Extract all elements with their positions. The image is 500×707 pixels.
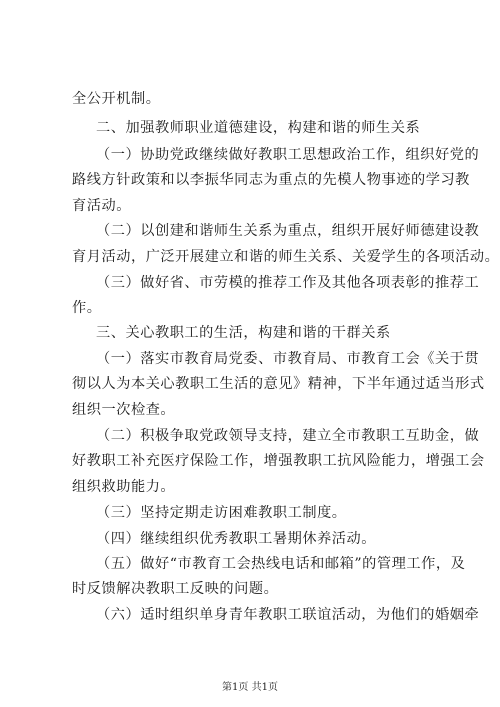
body-line: （三）坚持定期走访困难教职工制度。 — [96, 505, 347, 521]
body-line: 路线方针政策和以李振华同志为重点的先模人物事迹的学习教 — [72, 172, 470, 188]
body-line: （二）以创建和谐师生关系为重点，组织开展好师德建设教 — [96, 223, 480, 239]
body-line: 时反馈解决教职工反映的问题。 — [72, 581, 279, 597]
section-heading: 三、关心教职工的生活，构建和谐的干群关系 — [96, 325, 391, 341]
body-line: 彻以人为本关心教职工生活的意见》精神，下半年通过适当形式 — [72, 376, 485, 392]
body-line: 好教职工补充医疗保险工作，增强教职工抗风险能力，增强工会 — [72, 453, 485, 469]
body-line: （四）继续组织优秀教职工暑期休养活动。 — [96, 531, 377, 547]
section-heading: 二、加强教师职业道德建设，构建和谐的师生关系 — [96, 120, 421, 136]
body-line: （二）积极争取党政领导支持，建立全市教职工互助金，做 — [96, 428, 480, 444]
body-line: 作。 — [72, 300, 102, 316]
body-line: 育月活动，广泛开展建立和谐的师生关系、关爱学生的各项活动。 — [72, 249, 500, 265]
body-line: （五）做好“市教育工会热线电话和邮箱”的管理工作，及 — [96, 556, 466, 572]
body-line: （一）协助党政继续做好教职工思想政治工作，组织好党的 — [96, 147, 480, 163]
body-line: （六）适时组织单身青年教职工联谊活动，为他们的婚姻牵 — [96, 607, 480, 623]
body-line: （三）做好省、市劳模的推荐工作及其他各项表彰的推荐工 — [96, 275, 480, 291]
body-line: （一）落实市教育局党委、市教育局、市教育工会《关于贯 — [96, 351, 480, 367]
body-line: 全公开机制。 — [72, 91, 161, 107]
body-line: 组织一次检查。 — [72, 402, 176, 418]
body-line: 育活动。 — [72, 198, 131, 214]
page-footer: 第1页 共1页 — [222, 682, 278, 693]
body-line: 组织救助能力。 — [72, 479, 176, 495]
